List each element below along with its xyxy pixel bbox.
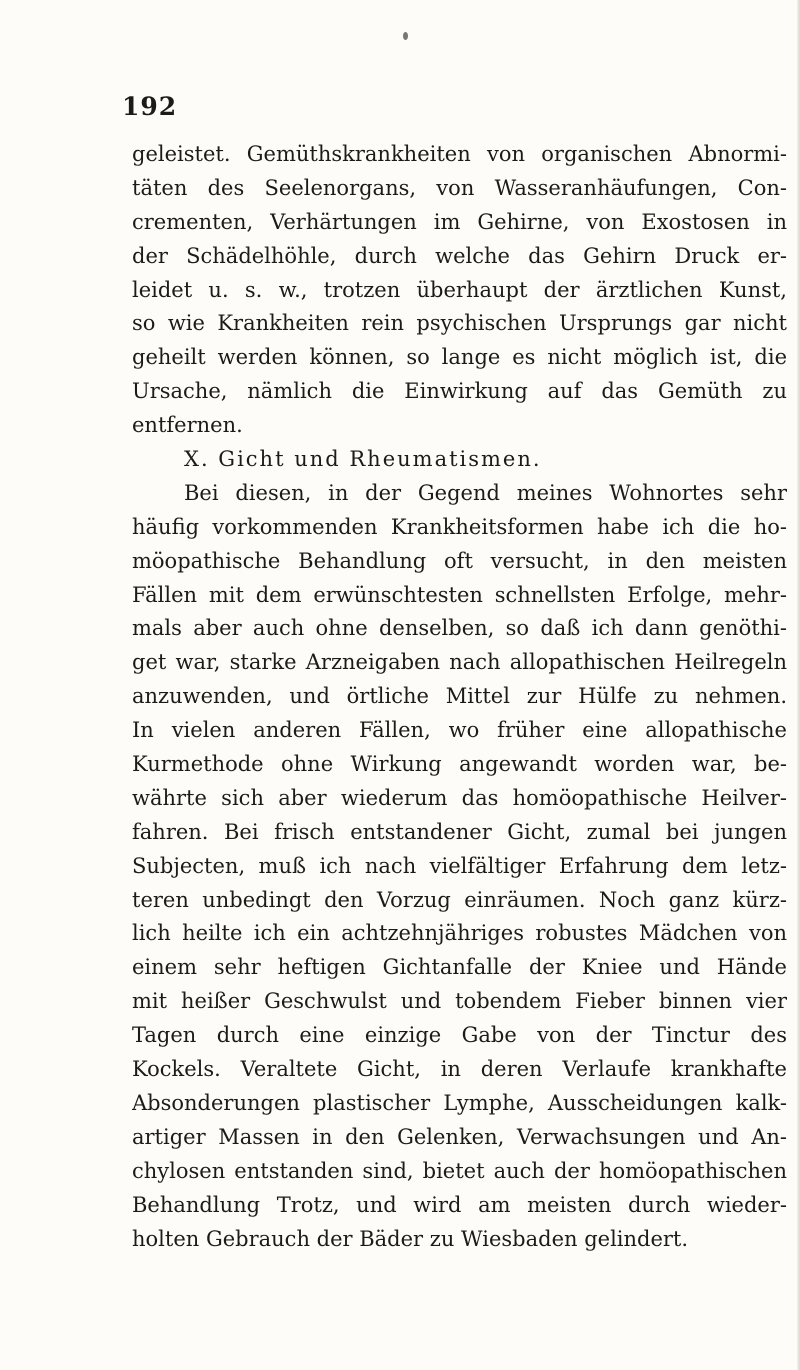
text-line: möopathische Behandlung oft versucht, in den meisten [132, 548, 787, 573]
text-line: Absonderungen plastischer Lymphe, Ausscheidungen kalk- [132, 1090, 787, 1115]
section-heading: X. Gicht und Rheumatismen. [184, 447, 542, 472]
text-line: chylosen entstanden sind, bietet auch der homöopathischen [132, 1158, 787, 1183]
text-line: get war, starke Arzneigaben nach allopathischen Heilregeln [132, 650, 787, 675]
text-line: der Schädelhöhle, durch welche das Gehirn Druck er- [132, 243, 787, 268]
text-line: crementen, Verhärtungen im Gehirne, von Exostosen in [132, 209, 787, 234]
text-line: entfernen. [132, 413, 243, 438]
text-line: geheilt werden können, so lange es nicht möglich ist, die [132, 345, 787, 370]
ink-speck [403, 32, 408, 40]
text-line: Kockels. Veraltete Gicht, in deren Verlaufe krankhafte [132, 1057, 787, 1082]
text-line: lich heilte ich ein achtzehnjähriges robustes Mädchen von [132, 921, 787, 946]
text-line: fahren. Bei frisch entstandener Gicht, zumal bei jungen [132, 819, 787, 844]
text-line: teren unbedingt den Vorzug einräumen. Noch ganz kürz- [132, 887, 787, 912]
text-line: täten des Seelenorgans, von Wasseranhäufungen, Con- [132, 175, 787, 200]
text-line: Bei diesen, in der Gegend meines Wohnortes sehr [184, 480, 787, 505]
page-number: 192 [122, 92, 178, 121]
text-line: so wie Krankheiten rein psychischen Ursprungs gar nicht [132, 311, 787, 336]
text-line: Ursache, nämlich die Einwirkung auf das Gemüth zu [132, 379, 787, 404]
text-line: mals aber auch ohne denselben, so daß ich dann genöthi- [132, 616, 787, 641]
text-line: Tagen durch eine einzige Gabe von der Tinctur des [132, 1023, 787, 1048]
text-line: einem sehr heftigen Gichtanfalle der Kniee und Hände [132, 955, 787, 980]
text-line: Kurmethode ohne Wirkung angewandt worden war, be- [132, 752, 787, 777]
text-line: artiger Massen in den Gelenken, Verwachsungen und An- [132, 1124, 787, 1149]
text-line: häufig vorkommenden Krankheitsformen habe ich die ho- [132, 514, 787, 539]
text-line: Behandlung Trotz, und wird am meisten durch wieder- [132, 1192, 787, 1217]
text-line: holten Gebrauch der Bäder zu Wiesbaden gelindert. [132, 1226, 689, 1251]
text-line: währte sich aber wiederum das homöopathische Heilver- [132, 785, 787, 810]
text-line: anzuwenden, und örtliche Mittel zur Hülfe zu nehmen. [132, 684, 787, 709]
text-line: leidet u. s. w., trotzen überhaupt der ärztlichen Kunst, [132, 277, 787, 302]
text-line: geleistet. Gemüthskrankheiten von organischen Abnormi- [132, 142, 787, 166]
text-line: mit heißer Geschwulst und tobendem Fieber binnen vier [132, 989, 787, 1014]
text-line: Fällen mit dem erwünschtesten schnellsten Erfolge, mehr- [132, 582, 787, 607]
text-line: Subjecten, muß ich nach vielfältiger Erfahrung dem letz- [132, 853, 787, 878]
text-line: In vielen anderen Fällen, wo früher eine allopathische [132, 718, 787, 743]
body-text [132, 138, 787, 1256]
